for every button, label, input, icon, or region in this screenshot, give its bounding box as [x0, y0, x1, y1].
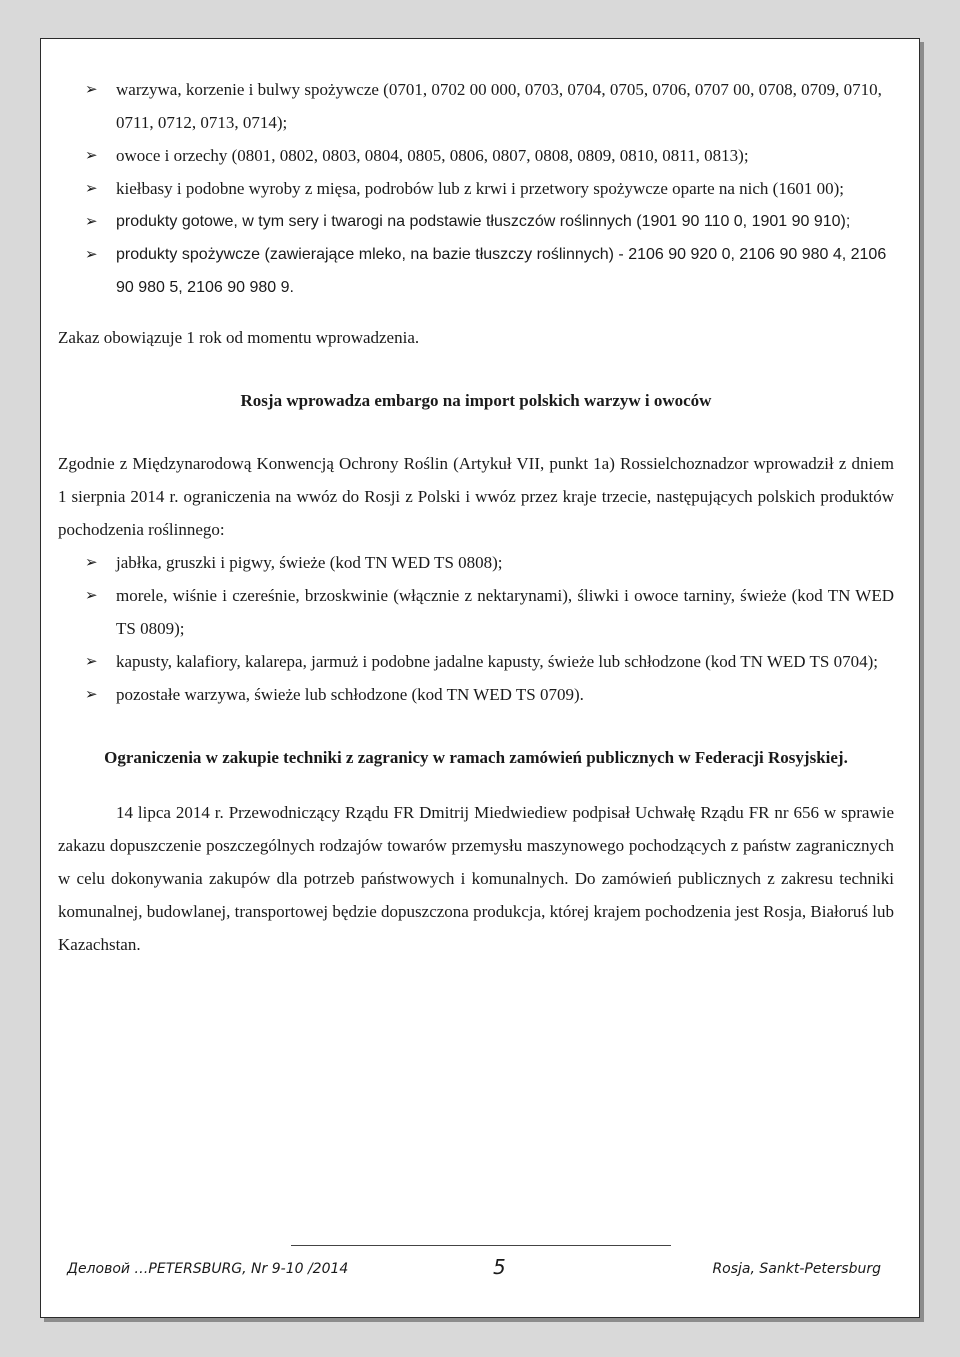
list-item: ➢ owoce i orzechy (0801, 0802, 0803, 0804, 0805, 0806, 0807, 0808, 0809, 0810, 0811, 0813);	[58, 139, 894, 172]
arrowhead-bullet-icon: ➢	[85, 553, 98, 571]
list-item: ➢ jabłka, gruszki i pigwy, świeże (kod TN WED TS 0808);	[58, 546, 894, 579]
arrowhead-bullet-icon: ➢	[85, 652, 98, 670]
list-item: ➢ kapusty, kalafiory, kalarepa, jarmuż i podobne jadalne kapusty, świeże lub schłodzone (kod TN WED TS 0704);	[58, 645, 894, 678]
arrowhead-bullet-icon: ➢	[85, 80, 98, 98]
arrowhead-bullet-icon: ➢	[85, 685, 98, 703]
arrowhead-bullet-icon: ➢	[85, 245, 98, 263]
arrowhead-bullet-icon: ➢	[85, 179, 98, 197]
list-item: ➢ pozostałe warzywa, świeże lub schłodzone (kod TN WED TS 0709).	[58, 678, 894, 711]
procurement-paragraph: 14 lipca 2014 r. Przewodniczący Rządu FR Dmitrij Miedwiediew podpisał Uchwałę Rządu FR nr 656 w sprawie zakazu dopuszczenie poszczególnych rodzajów towarów przemysłu maszynowego pochodzących z państw zagranicznych w celu dokonywania zakupów dla potrzeb państwowych i komunalnych. Do zamówień publicznych z zakresu techniki komunalnej, budowlanej, transportowej będzie dopuszczona produkcja, której krajem pochodzenia jest Rosja, Białoruś lub Kazachstan.	[58, 803, 894, 954]
list-item: ➢ produkty gotowe, w tym sery i twarogi na podstawie tłuszczów roślinnych (1901 90 110 0, 1901 90 910);	[58, 205, 894, 238]
list-item: ➢ produkty spożywcze (zawierające mleko, na bazie tłuszczy roślinnych) - 2106 90 920 0, 2106 90 980 4, 2106 90 980 5, 2106 90 980 9.	[58, 238, 894, 304]
arrowhead-bullet-icon: ➢	[85, 586, 98, 604]
list-item: ➢ morele, wiśnie i czereśnie, brzoskwinie (włącznie z nektarynami), śliwki i owoce tarniny, świeże (kod TN WED TS 0809);	[58, 579, 894, 645]
section-heading-embargo: Rosja wprowadza embargo na import polskich warzyw i owoców	[240, 391, 712, 410]
list-item: ➢ kiełbasy i podobne wyroby z mięsa, podrobów lub z krwi i przetwory spożywcze oparte na nich (1601 00);	[58, 172, 894, 205]
arrowhead-bullet-icon: ➢	[85, 212, 98, 230]
page-number: 5	[493, 1255, 506, 1279]
section-heading-procurement: Ograniczenia w zakupie techniki z zagranicy w ramach zamówień publicznych w Federacji Rosyjskiej.	[104, 748, 848, 767]
list-item: ➢ warzywa, korzenie i bulwy spożywcze (0701, 0702 00 000, 0703, 0704, 0705, 0706, 0707 00, 0708, 0709, 0710, 0711, 0712, 0713, 0714);	[58, 73, 894, 139]
arrowhead-bullet-icon: ➢	[85, 146, 98, 164]
page-content	[58, 73, 894, 961]
page-footer	[67, 1255, 881, 1289]
embargo-products-list	[58, 546, 894, 711]
footer-divider	[291, 1245, 671, 1246]
footer-location: Rosja, Sankt-Petersburg	[712, 1261, 881, 1277]
embargo-paragraph: Zgodnie z Międzynarodową Konwencją Ochrony Roślin (Artykuł VII, punkt 1a) Rossielchoznadzor wprowadził z dniem 1 sierpnia 2014 r. ograniczenia na wwóz do Rosji z Polski i wwóz przez kraje trzecie, następujących polskich produktów pochodzenia roślinnego:	[58, 454, 894, 539]
footer-publication: Деловой …PETERSBURG, Nr 9-10 /2014	[67, 1261, 349, 1277]
document-page	[40, 38, 920, 1318]
ban-note: Zakaz obowiązuje 1 rok od momentu wprowadzenia.	[58, 328, 420, 347]
product-codes-list	[58, 73, 894, 304]
